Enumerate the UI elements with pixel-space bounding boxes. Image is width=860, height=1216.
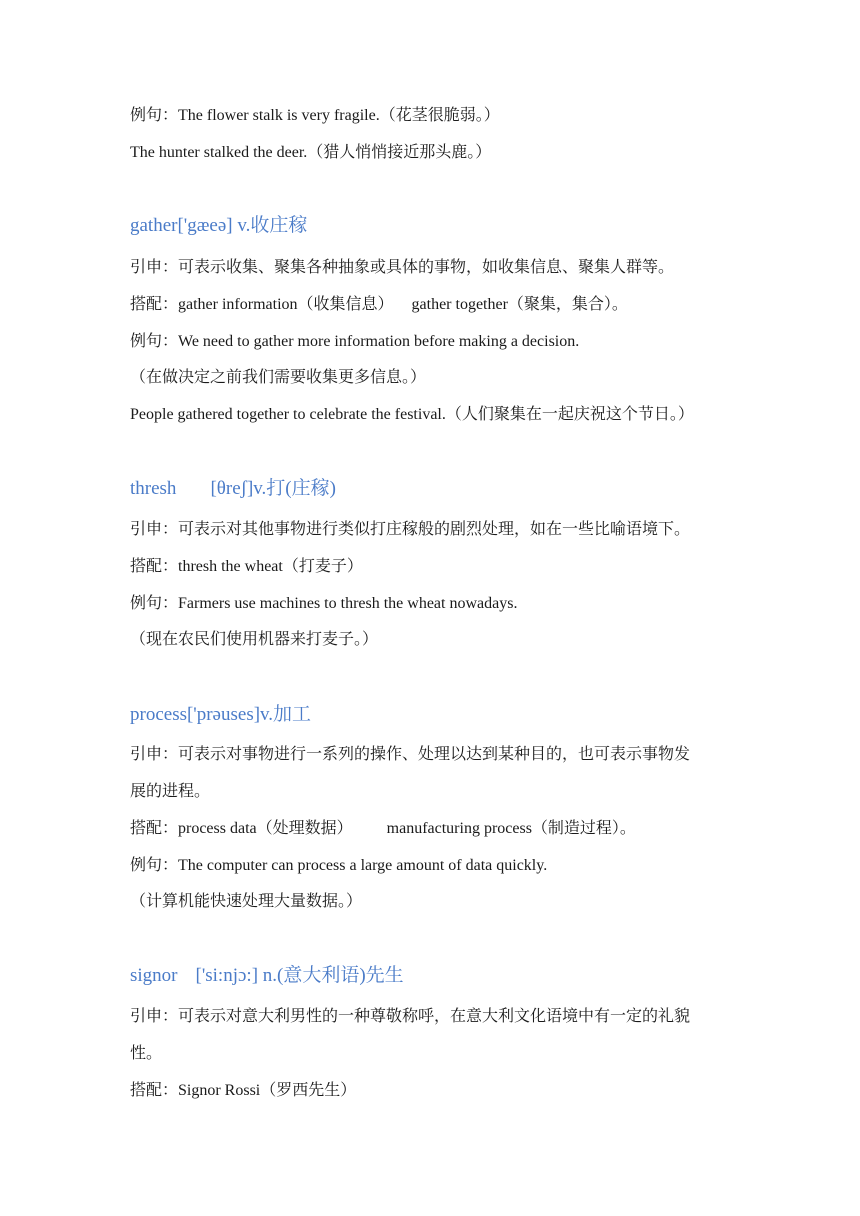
- entry-heading-signor: [130, 964, 404, 988]
- extension-line: 引申：可表示对其他事物进行类似打庄稼般的剧烈处理，如在一些比喻语境下。: [130, 521, 691, 538]
- example-line: People gathered together to celebrate the festival.（人们聚集在一起庆祝这个节日。）: [130, 406, 694, 423]
- translation-line: （在做决定之前我们需要收集更多信息。）: [130, 369, 427, 386]
- example-line: 例句：Farmers use machines to thresh the wheat nowadays.: [130, 595, 518, 612]
- example-line: 例句：The flower stalk is very fragile.（花茎很脆弱。）: [130, 107, 500, 124]
- translation-line: （计算机能快速处理大量数据。）: [130, 893, 363, 910]
- phonetic-definition: [θreʃ]v.打(庄稼): [210, 478, 336, 499]
- phonetic-definition: ['si:njɔ:] n.(意大利语)先生: [195, 965, 404, 986]
- collocation-line: 搭配：gather information（收集信息） gather together（聚集，集合）。: [130, 296, 628, 313]
- extension-line: 展的进程。: [130, 783, 211, 800]
- collocation-line: 搭配：process data（处理数据） manufacturing process（制造过程）。: [130, 820, 636, 837]
- example-line: 例句：We need to gather more information before making a decision.: [130, 333, 580, 350]
- headword: gather: [130, 215, 178, 236]
- phonetic-definition: ['prəuses]v.加工: [186, 704, 312, 725]
- extension-line: 引申：可表示对意大利男性的一种尊敬称呼，在意大利文化语境中有一定的礼貌: [130, 1008, 691, 1025]
- phonetic-definition: ['gæeə] v.收庄稼: [177, 215, 308, 236]
- headword: process: [130, 704, 187, 725]
- example-line: 例句：The computer can process a large amount of data quickly.: [130, 857, 548, 874]
- entry-heading-thresh: [130, 477, 336, 501]
- entry-heading-process: [130, 703, 311, 727]
- entry-heading-gather: [130, 214, 307, 238]
- extension-line: 性。: [130, 1045, 163, 1062]
- extension-line: 引申：可表示收集、聚集各种抽象或具体的事物，如收集信息、聚集人群等。: [130, 259, 675, 276]
- extension-line: 引申：可表示对事物进行一系列的操作、处理以达到某种目的，也可表示事物发: [130, 746, 691, 763]
- collocation-line: 搭配：thresh the wheat（打麦子）: [130, 558, 363, 575]
- collocation-line: 搭配：Signor Rossi（罗西先生）: [130, 1082, 357, 1099]
- example-line: The hunter stalked the deer.（猎人悄悄接近那头鹿。）: [130, 144, 492, 161]
- translation-line: （现在农民们使用机器来打麦子。）: [130, 631, 379, 648]
- headword: thresh: [130, 478, 177, 499]
- headword: signor: [130, 965, 178, 986]
